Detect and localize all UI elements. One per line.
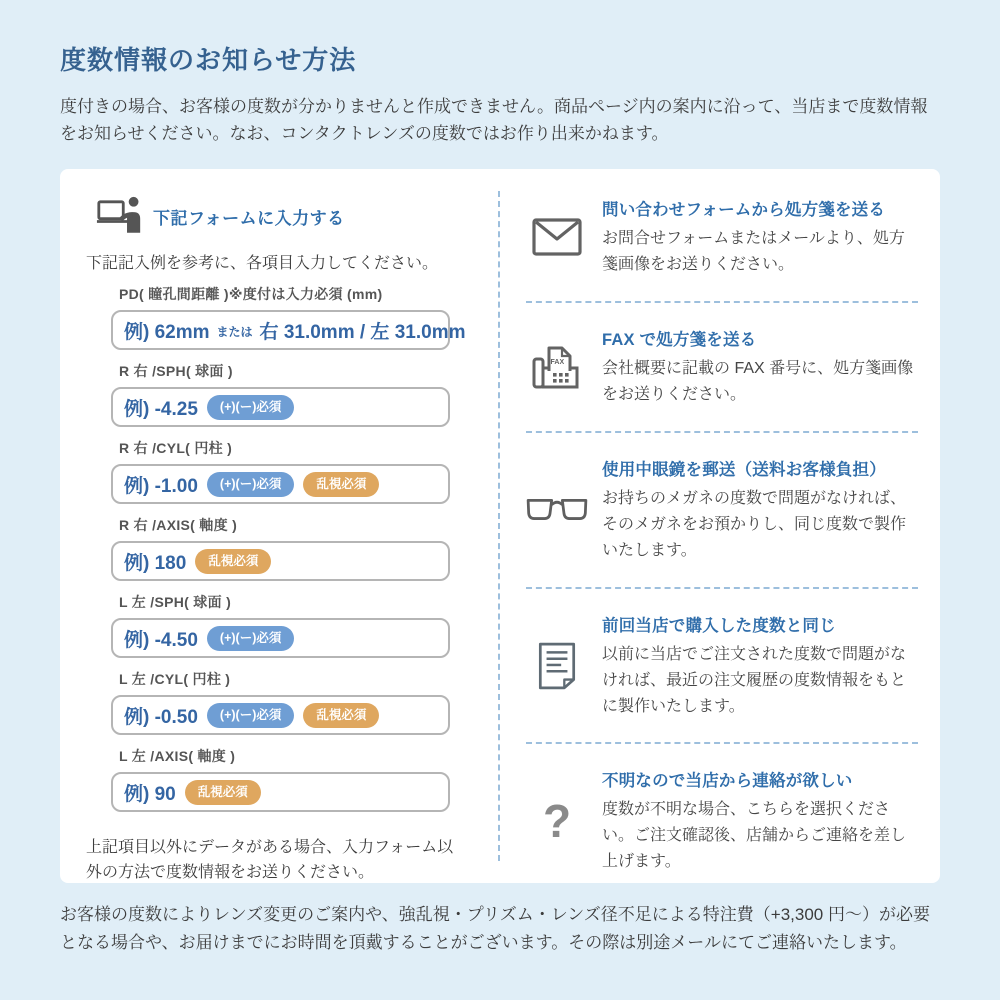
method-fax [526, 301, 918, 431]
field-l-cyl [60, 669, 498, 735]
field-l-sph [60, 592, 498, 658]
glasses-icon [526, 496, 588, 524]
badge-plus-minus-required: (+)(ー)必須 [207, 395, 294, 419]
field-label: R 右 /AXIS( 軸度 ) [119, 517, 238, 534]
method-body: 度数が不明な場合、こちらを選択ください。ご注文確認後、店舗からご連絡を差し上げます。 [602, 801, 907, 871]
method-title: 不明なので当店から連絡が欲しい [602, 772, 853, 791]
fax-icon [526, 344, 588, 390]
field-pd [60, 284, 498, 350]
badge-astigmatism-required: 乱視必須 [195, 549, 271, 573]
method-title: 問い合わせフォームから処方箋を送る [602, 201, 886, 220]
main-card [60, 169, 940, 883]
footer-note: お客様の度数によりレンズ変更のご案内や、強乱視・プリズム・レンズ径不足による特注費（+3,300 円〜）が必要となる場合や、お届けまでにお時間を頂戴することがございます。その際は別途メールにてご連絡いたします。 [60, 905, 930, 953]
badge-plus-minus-required: (+)(ー)必須 [207, 626, 294, 650]
field-r-axis [60, 515, 498, 581]
envelope-icon [526, 218, 588, 256]
field-label: PD( 瞳孔間距離 )※度付は入力必須 (mm) [119, 286, 383, 303]
example-box-r-cyl [111, 464, 450, 504]
form-subheading: 下記記入例を参考に、各項目入力してください。 [86, 255, 439, 273]
method-title: 前回当店で購入した度数と同じ [602, 616, 836, 635]
field-r-cyl [60, 438, 498, 504]
page-title: 度数情報のお知らせ方法 [60, 45, 357, 75]
question-icon: ? [542, 795, 572, 848]
methods-column [498, 191, 940, 871]
form-note: 上記項目以外にデータがある場合、入力フォーム以外の方法で度数情報をお送りください。 [86, 839, 454, 882]
example-value: 例) 180 [124, 552, 187, 574]
method-unknown-contact-me [526, 742, 918, 881]
field-l-axis [60, 746, 498, 812]
form-column [60, 191, 498, 882]
presenter-icon [96, 195, 143, 238]
method-body: お持ちのメガネの度数で問題がなければ、そのメガネをお預かりし、同じ度数で製作いたします。 [602, 490, 907, 559]
method-same-as-previous [526, 587, 918, 743]
example-box-pd [111, 310, 466, 350]
method-title: 使用中眼鏡を郵送（送料お客様負担） [602, 461, 886, 479]
form-fields [60, 284, 498, 812]
badge-astigmatism-required: 乱視必須 [185, 780, 261, 804]
badge-astigmatism-required: 乱視必須 [303, 472, 379, 496]
example-value-2: 右 31.0mm / 左 31.0mm [259, 321, 466, 343]
method-title: FAX で処方箋を送る [602, 331, 757, 350]
method-body: 会社概要に記載の FAX 番号に、処方箋画像をお送りください。 [602, 360, 914, 404]
intro-text: 度付きの場合、お客様の度数が分かりませんと作成できません。商品ページ内の案内に沿って、当店まで度数情報をお知らせください。なお、コンタクトレンズの度数ではお作り出来かねます。 [60, 97, 928, 144]
badge-astigmatism-required: 乱視必須 [303, 703, 379, 727]
example-value: 例) 62mm [124, 321, 210, 343]
field-label: L 左 /SPH( 球面 ) [119, 594, 232, 611]
badge-plus-minus-required: (+)(ー)必須 [207, 703, 294, 727]
example-value: 例) 90 [124, 783, 176, 805]
svg-text:FAX: FAX [550, 359, 565, 367]
example-value: 例) -0.50 [124, 706, 198, 728]
example-box-r-axis [111, 541, 450, 581]
example-box-l-axis [111, 772, 450, 812]
badge-plus-minus-required: (+)(ー)必須 [207, 472, 294, 496]
example-box-l-cyl [111, 695, 450, 735]
example-box-r-sph [111, 387, 450, 427]
field-r-sph [60, 361, 498, 427]
method-body: 以前に当店でご注文された度数で問題がなければ、最近の注文履歴の度数情報をもとに製作いたします。 [602, 645, 907, 715]
form-heading-row [96, 195, 498, 238]
field-label: L 左 /CYL( 円柱 ) [119, 671, 231, 688]
document-icon [526, 642, 588, 690]
field-label: L 左 /AXIS( 軸度 ) [119, 748, 236, 765]
field-label: R 右 /SPH( 球面 ) [119, 363, 233, 380]
form-heading: 下記フォームに入力する [153, 209, 345, 229]
method-mail-glasses [526, 431, 918, 587]
example-box-l-sph [111, 618, 450, 658]
example-or-text: または [216, 324, 253, 339]
method-contact-form [526, 191, 918, 301]
method-body: お問合せフォームまたはメールより、処方箋画像をお送りください。 [602, 230, 905, 274]
field-label: R 右 /CYL( 円柱 ) [119, 440, 233, 457]
example-value: 例) -4.50 [124, 629, 198, 651]
example-value: 例) -1.00 [124, 475, 198, 497]
example-value: 例) -4.25 [124, 398, 198, 420]
